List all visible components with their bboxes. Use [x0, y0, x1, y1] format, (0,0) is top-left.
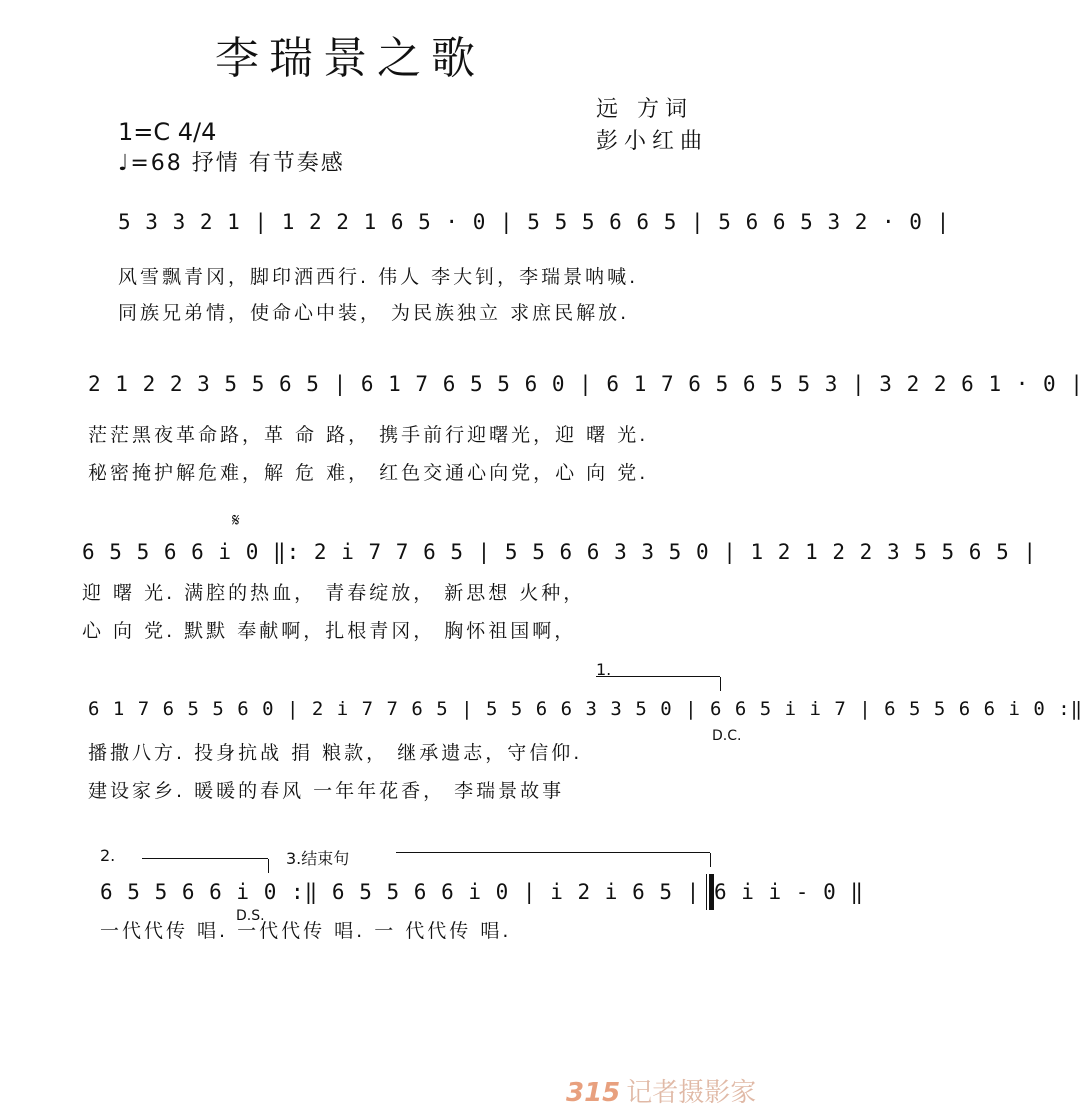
notation-line-5: 6 5 5 6 6 i 0 :‖ 6 5 5 6 6 i 0 | i 2 i 6 5 | 6 i i - 0 ‖ [100, 880, 865, 904]
coda-ending-bracket [396, 852, 710, 853]
watermark-text: 记者摄影家 [626, 1078, 757, 1108]
notation-line-3: 6 5 5 6 6 i 0 ‖: 2 i 7 7 6 5 | 5 5 6 6 3 3 5 0 | 1 2 1 2 2 3 5 5 6 5 | [82, 540, 1038, 564]
key-signature: 1=C 4/4 [118, 118, 217, 146]
lyric-line-4-verse-1: 播撒八方. 投身抗战 捐 粮款， 继承遗志，守信仰. [88, 742, 583, 764]
lyricist-credit: 远 方词 [596, 97, 693, 122]
notation-line-2: 2 1 2 2 3 5 5 6 5 | 6 1 7 6 5 5 6 0 | 6 1 7 6 5 6 5 5 3 | 3 2 2 6 1 · 0 | [88, 372, 1084, 396]
watermark-number: 315 [566, 1078, 621, 1108]
song-title: 李瑞景之歌 [215, 33, 485, 84]
first-ending-bracket [596, 676, 720, 677]
notation-line-4: 6 1 7 6 5 5 6 0 | 2 i 7 7 6 5 | 5 5 6 6 3 3 5 0 | 6 6 5 i i 7 | 6 5 5 6 6 i 0 :‖ [88, 698, 1084, 720]
lyric-line-3-verse-2: 心 向 党. 默默 奉献啊，扎根青冈， 胸怀祖国啊， [82, 620, 577, 642]
lyric-line-1-verse-2: 同族兄弟情，使命心中装， 为民族独立 求庶民解放. [118, 302, 630, 324]
first-ending-label: 1. [596, 660, 612, 679]
lyric-line-5: 一代代传 唱. 一代代传 唱. 一 代代传 唱. [100, 920, 512, 942]
segno-sign: 𝄋 [232, 510, 240, 531]
lyric-line-1-verse-1: 风雪飘青冈，脚印洒西行. 伟人 李大钊，李瑞景呐喊. [118, 266, 639, 288]
second-ending-label: 2. [100, 846, 116, 865]
lyric-line-3-verse-1: 迎 曙 光. 满腔的热血， 青春绽放， 新思想 火种， [82, 582, 586, 604]
second-ending-bracket [142, 858, 268, 859]
tempo-marking: ♩=68 抒情 有节奏感 [118, 151, 345, 176]
watermark [566, 1072, 756, 1109]
lyric-line-4-verse-2: 建设家乡. 暖暖的春风 一年年花香， 李瑞景故事 [88, 780, 565, 802]
ds-marking: D.S. [236, 908, 265, 924]
lyric-line-2-verse-1: 茫茫黑夜革命路，革 命 路， 携手前行迎曙光，迎 曙 光. [88, 424, 649, 446]
notation-line-1: 5 3 3 2 1 | 1 2 2 1 6 5 · 0 | 5 5 5 6 6 5 | 5 6 6 5 3 2 · 0 | [118, 210, 951, 234]
coda-ending-label: 3.结束句 [286, 849, 350, 868]
lyric-line-2-verse-2: 秘密掩护解危难，解 危 难， 红色交通心向党，心 向 党. [88, 462, 649, 484]
final-barline [706, 874, 714, 910]
dc-marking: D.C. [712, 728, 742, 744]
composer-credit: 彭小红曲 [596, 129, 709, 154]
